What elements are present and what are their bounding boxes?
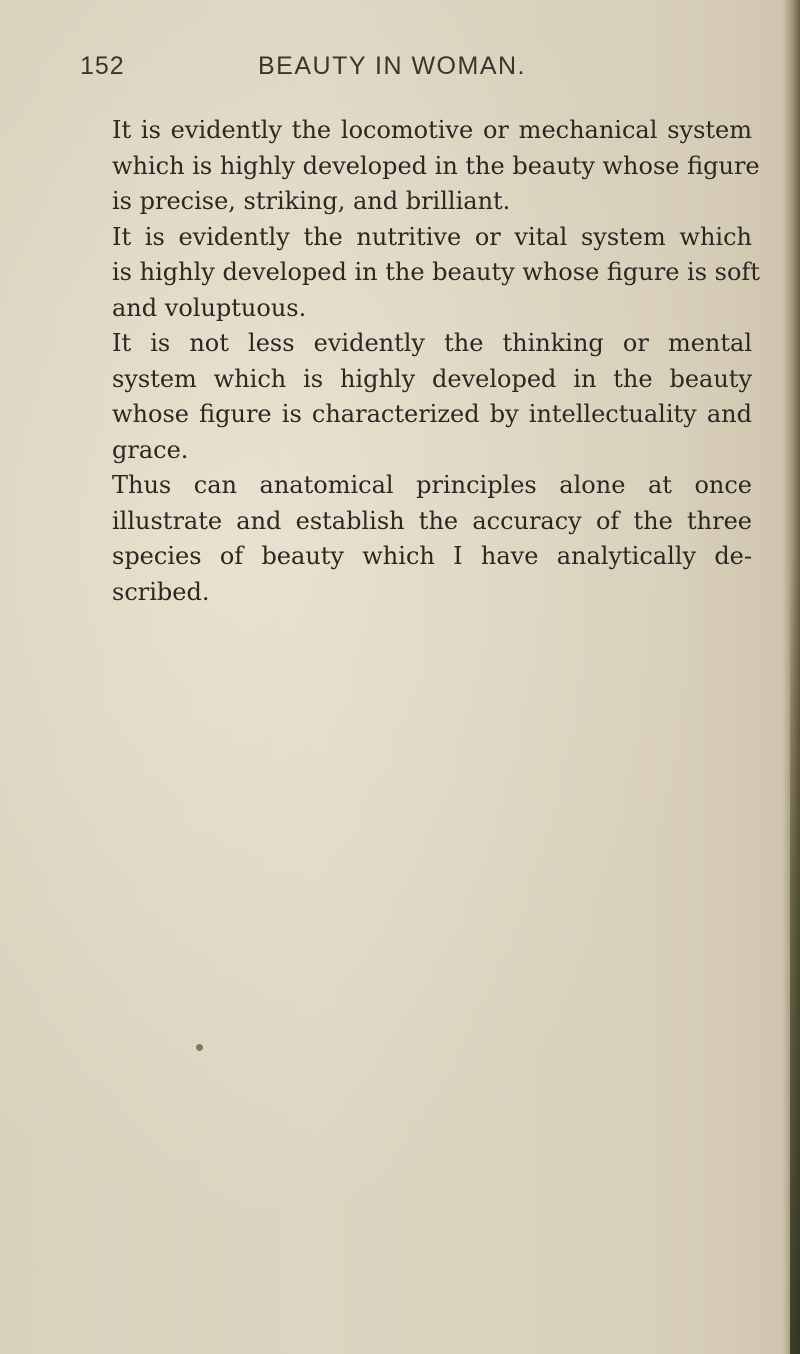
- text-line: It is not less evidently the thinking or mental: [112, 329, 752, 357]
- text-line: whose figure is characterized by intellectuality and: [112, 400, 752, 428]
- text-line: species of beauty which I have analytically de-: [112, 542, 752, 570]
- text-line: is precise, striking, and brilliant.: [112, 187, 511, 215]
- text-line: grace.: [112, 435, 189, 464]
- running-title: BEAUTY IN WOMAN.: [258, 52, 527, 80]
- text-line: which is highly developed in the beauty whose figure: [112, 151, 760, 180]
- text-line: system which is highly developed in the beauty: [112, 364, 752, 393]
- page-number: 152: [80, 52, 125, 80]
- text-line: and voluptuous.: [112, 293, 307, 322]
- text-line: illustrate and establish the accuracy of the three: [112, 506, 752, 535]
- paper-speck: [196, 1044, 203, 1051]
- page-header: [80, 52, 748, 92]
- text-line: Thus can anatomical principles alone at once: [112, 471, 752, 499]
- body-text: [112, 113, 760, 610]
- text-line: It is evidently the locomotive or mechanical system: [112, 116, 752, 144]
- binding-shadow: [790, 560, 800, 1354]
- text-line: It is evidently the nutritive or vital system which: [112, 222, 752, 251]
- text-line: is highly developed in the beauty whose figure is soft: [112, 258, 760, 286]
- text-line: scribed.: [112, 577, 210, 606]
